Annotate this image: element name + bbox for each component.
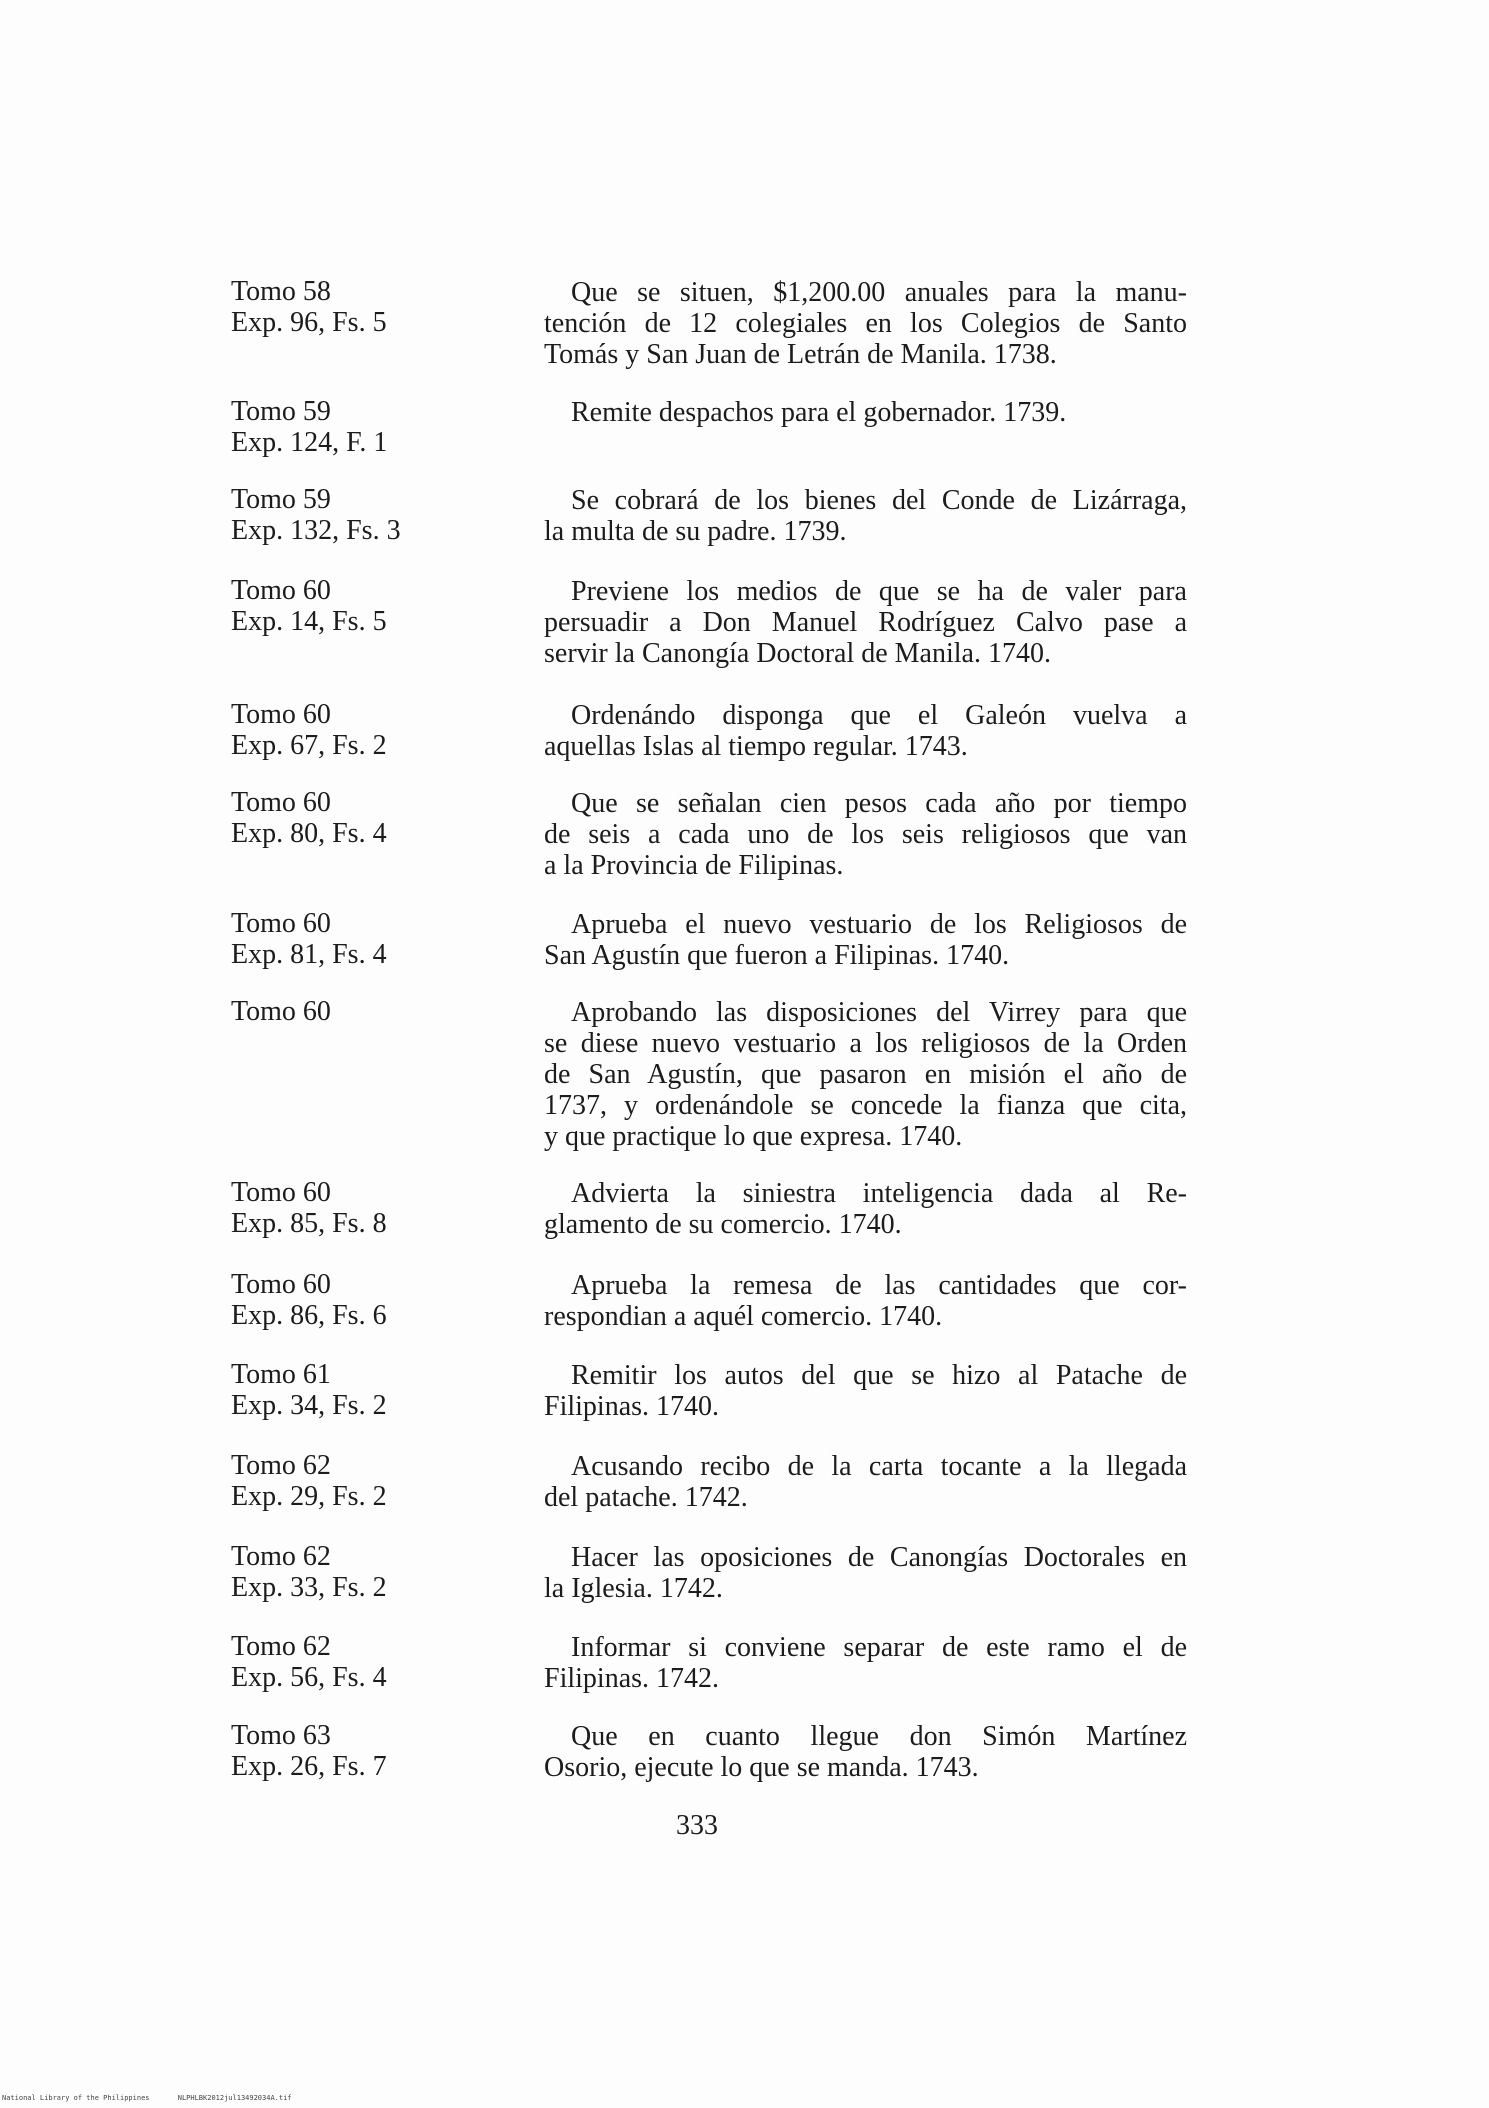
description-line: aquellas Islas al tiempo regular. 1743. xyxy=(544,731,968,762)
expediente-label: Exp. 124, F. 1 xyxy=(231,427,388,458)
tomo-label: Tomo 63 xyxy=(231,1720,331,1751)
description-line: respondian a aquél comercio. 1740. xyxy=(544,1301,943,1332)
archive-reference xyxy=(231,484,491,546)
description-line: Advierta la siniestra inteligencia dada al Re- xyxy=(571,1178,1187,1209)
tomo-label: Tomo 60 xyxy=(231,699,331,730)
archive-reference xyxy=(231,996,491,1027)
tomo-label: Tomo 58 xyxy=(231,276,331,307)
description-line: la Iglesia. 1742. xyxy=(544,1573,723,1604)
entry-description xyxy=(544,1270,1187,1332)
description-line: Previene los medios de que se ha de valer para xyxy=(571,576,1187,607)
entry-description xyxy=(544,277,1187,370)
description-line: Que se señalan cien pesos cada año por tiempo xyxy=(571,788,1187,819)
tomo-label: Tomo 60 xyxy=(231,787,331,818)
description-line: Acusando recibo de la carta tocante a la llegada xyxy=(571,1451,1187,1482)
description-line: servir la Canongía Doctoral de Manila. 1740. xyxy=(544,638,1051,669)
archive-reference xyxy=(231,1631,491,1693)
description-line: Se cobrará de los bienes del Conde de Lizárraga, xyxy=(571,485,1187,516)
entry-description xyxy=(544,1632,1187,1694)
description-line: Filipinas. 1742. xyxy=(544,1663,720,1694)
tomo-label: Tomo 61 xyxy=(231,1359,331,1390)
expediente-label: Exp. 56, Fs. 4 xyxy=(231,1662,387,1693)
description-line: Que en cuanto llegue don Simón Martínez xyxy=(571,1721,1187,1752)
archive-reference xyxy=(231,276,491,338)
entry-description xyxy=(544,1178,1187,1240)
description-line: Informar si conviene separar de este ramo el de xyxy=(571,1632,1187,1663)
description-line: a la Provincia de Filipinas. xyxy=(544,850,844,881)
entry-description xyxy=(544,1451,1187,1513)
entry-description xyxy=(544,397,1187,428)
archive-reference xyxy=(231,699,491,761)
description-line: Aprueba el nuevo vestuario de los Religiosos de xyxy=(571,909,1187,940)
entry-description xyxy=(544,997,1187,1152)
archive-reference xyxy=(231,1177,491,1239)
archive-reference xyxy=(231,396,491,458)
description-line: Hacer las oposiciones de Canongías Doctorales en xyxy=(571,1542,1187,1573)
entry-description xyxy=(544,1721,1187,1783)
entry-description xyxy=(544,909,1187,971)
footer-library: National Library of the Philippines xyxy=(2,2094,150,2102)
entry-description xyxy=(544,485,1187,547)
entry-description xyxy=(544,576,1187,669)
expediente-label: Exp. 86, Fs. 6 xyxy=(231,1300,387,1331)
archive-reference xyxy=(231,1720,491,1782)
tomo-label: Tomo 62 xyxy=(231,1541,331,1572)
entry-description xyxy=(544,700,1187,762)
description-line: glamento de su comercio. 1740. xyxy=(544,1209,902,1240)
tomo-label: Tomo 59 xyxy=(231,396,331,427)
description-line: y que practique lo que expresa. 1740. xyxy=(544,1121,963,1152)
footer-file: NLPHLBK2012jul13492034A.tif xyxy=(177,2094,292,2102)
description-line: Ordenándo disponga que el Galeón vuelva a xyxy=(571,700,1187,731)
tomo-label: Tomo 60 xyxy=(231,908,331,939)
description-line: Aprobando las disposiciones del Virrey para que xyxy=(571,997,1187,1028)
expediente-label: Exp. 96, Fs. 5 xyxy=(231,307,387,338)
description-line: persuadir a Don Manuel Rodríguez Calvo pase a xyxy=(544,607,1187,638)
tomo-label: Tomo 62 xyxy=(231,1631,331,1662)
description-line: tención de 12 colegiales en los Colegios de Santo xyxy=(544,308,1187,339)
expediente-label: Exp. 80, Fs. 4 xyxy=(231,818,387,849)
description-line: Remite despachos para el gobernador. 1739. xyxy=(571,397,1067,428)
expediente-label: Exp. 81, Fs. 4 xyxy=(231,939,387,970)
tomo-label: Tomo 60 xyxy=(231,996,331,1027)
tomo-label: Tomo 60 xyxy=(231,1177,331,1208)
description-line: se diese nuevo vestuario a los religiosos de la Orden xyxy=(544,1028,1187,1059)
expediente-label: Exp. 33, Fs. 2 xyxy=(231,1572,387,1603)
scan-footer xyxy=(2,2094,292,2103)
description-line: Aprueba la remesa de las cantidades que cor- xyxy=(571,1270,1187,1301)
description-line: del patache. 1742. xyxy=(544,1482,748,1513)
description-line: Tomás y San Juan de Letrán de Manila. 1738. xyxy=(544,339,1057,370)
description-line: 1737, y ordenándole se concede la fianza que cita, xyxy=(544,1090,1187,1121)
description-line: Filipinas. 1740. xyxy=(544,1391,720,1422)
archive-reference xyxy=(231,1269,491,1331)
expediente-label: Exp. 29, Fs. 2 xyxy=(231,1481,387,1512)
tomo-label: Tomo 60 xyxy=(231,575,331,606)
archive-reference xyxy=(231,1541,491,1603)
archive-reference xyxy=(231,1450,491,1512)
description-line: de San Agustín, que pasaron en misión el año de xyxy=(544,1059,1187,1090)
expediente-label: Exp. 132, Fs. 3 xyxy=(231,515,401,546)
description-line: de seis a cada uno de los seis religiosos que van xyxy=(544,819,1187,850)
archive-reference xyxy=(231,787,491,849)
expediente-label: Exp. 85, Fs. 8 xyxy=(231,1208,387,1239)
tomo-label: Tomo 62 xyxy=(231,1450,331,1481)
description-line: Osorio, ejecute lo que se manda. 1743. xyxy=(544,1752,979,1783)
description-line: San Agustín que fueron a Filipinas. 1740. xyxy=(544,940,1010,971)
expediente-label: Exp. 26, Fs. 7 xyxy=(231,1751,387,1782)
expediente-label: Exp. 14, Fs. 5 xyxy=(231,606,387,637)
archive-reference xyxy=(231,908,491,970)
expediente-label: Exp. 67, Fs. 2 xyxy=(231,730,387,761)
page-number: 333 xyxy=(676,1810,718,1841)
entry-description xyxy=(544,788,1187,881)
tomo-label: Tomo 59 xyxy=(231,484,331,515)
description-line: la multa de su padre. 1739. xyxy=(544,516,847,547)
entry-description xyxy=(544,1542,1187,1604)
description-line: Que se situen, $1,200.00 anuales para la manu- xyxy=(571,277,1187,308)
description-line: Remitir los autos del que se hizo al Patache de xyxy=(571,1360,1187,1391)
tomo-label: Tomo 60 xyxy=(231,1269,331,1300)
archive-reference xyxy=(231,575,491,637)
entry-description xyxy=(544,1360,1187,1422)
archive-reference xyxy=(231,1359,491,1421)
expediente-label: Exp. 34, Fs. 2 xyxy=(231,1390,387,1421)
